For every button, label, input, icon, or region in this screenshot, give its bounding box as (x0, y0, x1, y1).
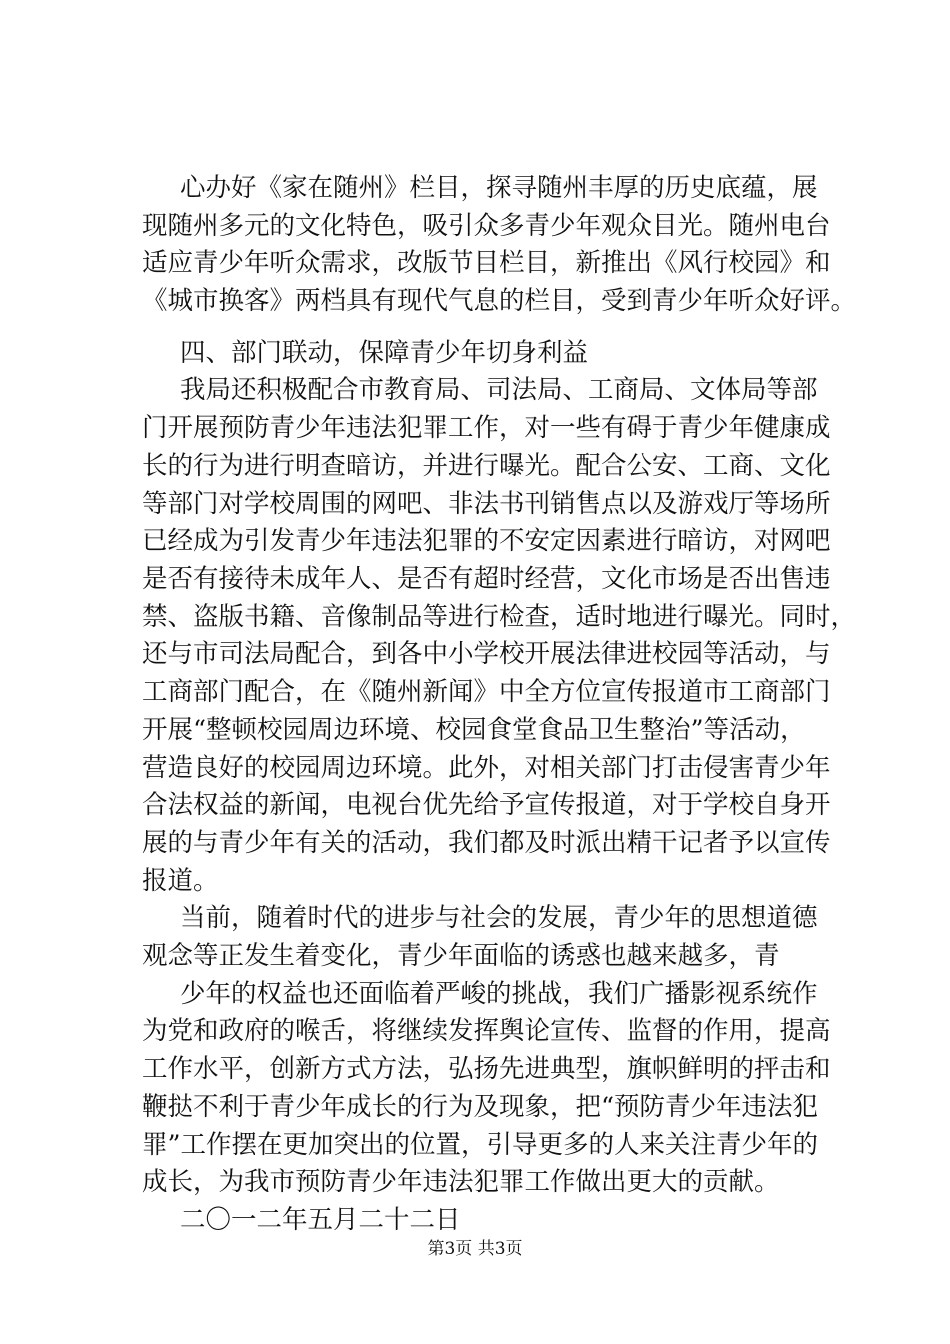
paragraph-2-line-12: 合法权益的新闻，电视台优先给予宣传报道，对于学校自身开 (142, 790, 831, 820)
paragraph-1-line-3: 适应青少年听众需求，改版节目栏目，新推出《风行校园》和 (142, 248, 831, 278)
paragraph-2-line-7: 禁、盗版书籍、音像制品等进行检查，适时地进行曝光。同时， (142, 602, 857, 632)
paragraph-4-line-5: 罪”工作摆在更加突出的位置，引导更多的人来关注青少年的 (142, 1130, 819, 1160)
paragraph-4-line-1: 少年的权益也还面临着严峻的挑战，我们广播影视系统作 (180, 979, 818, 1009)
paragraph-2-line-13: 展的与青少年有关的活动，我们都及时派出精干记者予以宣传 (142, 828, 831, 858)
paragraph-1-line-4: 《城市换客》两档具有现代气息的栏目，受到青少年听众好评。 (142, 286, 857, 316)
paragraph-2-line-4: 等部门对学校周围的网吧、非法书刊销售点以及游戏厅等场所 (142, 489, 831, 519)
paragraph-1-line-2: 现随州多元的文化特色，吸引众多青少年观众目光。随州电台 (142, 211, 831, 241)
paragraph-2-line-6: 是否有接待未成年人、是否有超时经营，文化市场是否出售违 (142, 564, 831, 594)
paragraph-2-line-8: 还与市司法局配合，到各中小学校开展法律进校园等活动，与 (142, 639, 831, 669)
paragraph-2-line-2: 门开展预防青少年违法犯罪工作，对一些有碍于青少年健康成 (142, 413, 831, 443)
paragraph-4-line-4: 鞭挞不利于青少年成长的行为及现象，把“预防青少年违法犯 (142, 1092, 819, 1122)
document-date: 二〇一二年五月二十二日 (180, 1205, 461, 1235)
paragraph-3-line-2: 观念等正发生着变化，青少年面临的诱惑也越来越多，青 (142, 941, 780, 971)
paragraph-2-line-3: 长的行为进行明查暗访，并进行曝光。配合公安、工商、文化 (142, 451, 831, 481)
paragraph-2-line-10: 开展“整顿校园周边环境、校园食堂食品卫生整治”等活动， (142, 715, 806, 745)
paragraph-3-line-1: 当前，随着时代的进步与社会的发展，青少年的思想道德 (180, 903, 818, 933)
paragraph-2-line-9: 工商部门配合，在《随州新闻》中全方位宣传报道市工商部门 (142, 677, 831, 707)
paragraph-1-line-1: 心办好《家在随州》栏目，探寻随州丰厚的历史底蕴，展 (180, 173, 818, 203)
paragraph-2-line-11: 营造良好的校园周边环境。此外，对相关部门打击侵害青少年 (142, 753, 831, 783)
paragraph-2-line-14: 报道。 (142, 866, 219, 896)
paragraph-4-line-6: 成长，为我市预防青少年违法犯罪工作做出更大的贡献。 (142, 1167, 780, 1197)
paragraph-2-line-1: 我局还积极配合市教育局、司法局、工商局、文体局等部 (180, 375, 818, 405)
page-number: 第3页 共3页 (427, 1239, 523, 1259)
section-heading: 四、部门联动，保障青少年切身利益 (180, 338, 589, 368)
page-footer (0, 1238, 950, 1260)
paragraph-4-line-3: 工作水平，创新方式方法，弘扬先进典型，旗帜鲜明的抨击和 (142, 1054, 831, 1084)
paragraph-2-line-5: 已经成为引发青少年违法犯罪的不安定因素进行暗访，对网吧 (142, 526, 831, 556)
paragraph-4-line-2: 为党和政府的喉舌，将继续发挥舆论宣传、监督的作用，提高 (142, 1016, 831, 1046)
